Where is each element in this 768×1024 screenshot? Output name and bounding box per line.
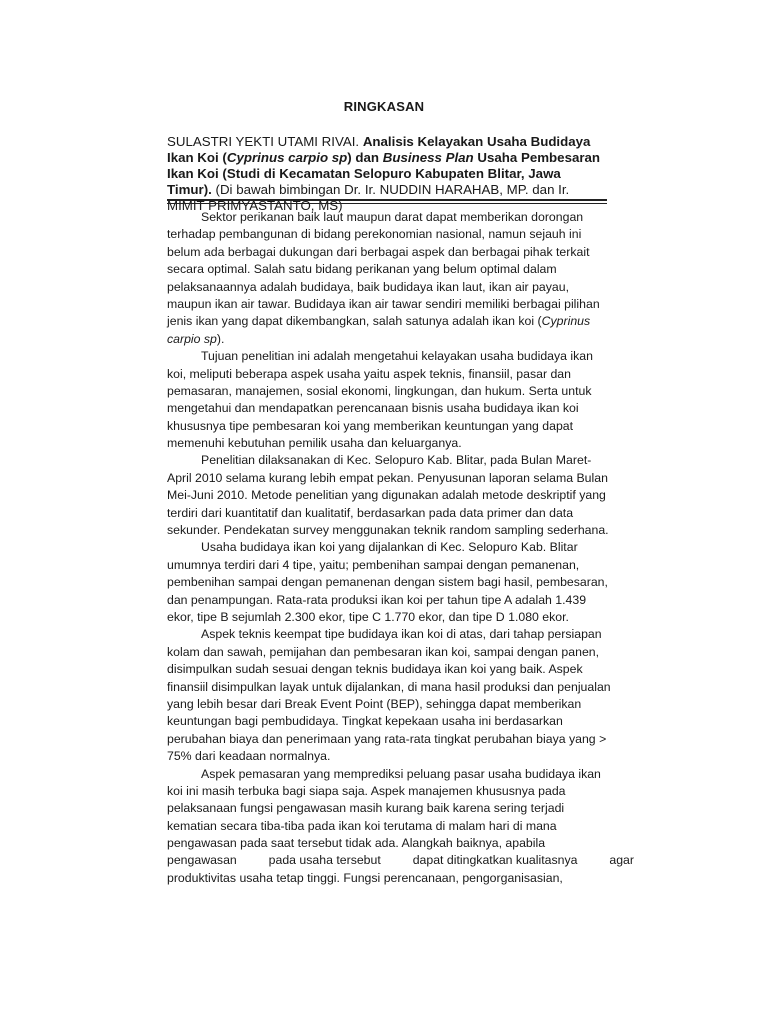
body-line: 75% dari keadaan normalnya. bbox=[167, 749, 331, 764]
supervision-note: (Di bawah bimbingan Dr. Ir. NUDDIN HARAHAB, MP. dan Ir. MIMIT PRIMYASTANTO, MS) bbox=[167, 182, 570, 213]
body-line: dan penampungan. Rata-rata produksi ikan koi per tahun tipe A adalah 1.439 bbox=[167, 592, 587, 607]
body-line: maupun ikan air tawar. Budidaya ikan air tawar sendiri memiliki berbagai pilihan bbox=[167, 296, 600, 311]
body-line: umumnya terdiri dari 4 tipe, yaitu; pembenihan sampai dengan pemanenan, bbox=[167, 557, 580, 572]
page-title: RINGKASAN bbox=[343, 99, 425, 114]
species-name: Cyprinus carpio sp bbox=[226, 150, 348, 165]
body-line: Tujuan penelitian ini adalah mengetahui kelayakan usaha budidaya ikan bbox=[201, 349, 593, 364]
body-line: Penelitian dilaksanakan di Kec. Selopuro Kab. Blitar, pada Bulan Maret- bbox=[201, 453, 592, 468]
body-line: koi ini masih terbuka bagi siapa saja. Aspek manajemen khususnya pada bbox=[167, 783, 566, 798]
body-line: perubahan biaya dan penerimaan yang rata-rata tingkat perubahan biaya yang > bbox=[167, 731, 607, 746]
header-divider-thick bbox=[167, 199, 607, 201]
body-line: carpio sp). bbox=[167, 331, 225, 346]
body-line: mengetahui dan mendapatkan perencanaan bisnis usaha budidaya ikan koi bbox=[167, 401, 579, 416]
body-line: memenuhi kebutuhan pemilik usaha dan keluarganya. bbox=[167, 436, 462, 451]
summary-header bbox=[167, 134, 607, 214]
body-line: ekor, tipe B sejumlah 2.300 ekor, tipe C 1.770 ekor, dan tipe D 1.080 ekor. bbox=[167, 609, 569, 624]
author-name: SULASTRI YEKTI UTAMI RIVAI. bbox=[167, 134, 360, 149]
thesis-title-part1: Analisis Kelayakan Usaha Budidaya Ikan Koi ( bbox=[167, 134, 591, 165]
thesis-title-part2: ) dan bbox=[347, 150, 383, 165]
body-line: pemasaran, manajemen, sosial ekonomi, lingkungan, dan hukum. Serta untuk bbox=[167, 383, 592, 398]
body-line: terhadap pembangunan di bidang perekonomian nasional, namun sejauh ini bbox=[167, 227, 582, 242]
body-line: keuntungan bagi pembudidaya. Tingkat kepekaan usaha ini berdasarkan bbox=[167, 714, 563, 729]
body-line: produktivitas usaha tetap tinggi. Fungsi perencanaan, pengorganisasian, bbox=[167, 870, 563, 885]
body-line: kematian secara tiba-tiba pada ikan koi terutama di malam hari di mana bbox=[167, 818, 557, 833]
summary-body bbox=[167, 209, 634, 887]
body-line: pelaksanaan fungsi pengawasan masih kurang baik karena sering terjadi bbox=[167, 801, 565, 816]
body-line: pelaksanaannya adalah budidaya, baik budidaya ikan laut, ikan air payau, bbox=[167, 279, 569, 294]
body-line-justified: pengawasan pada usaha tersebut dapat ditingkatkan kualitasnya agar bbox=[167, 853, 634, 868]
body-line: Sektor perikanan baik laut maupun darat dapat memberikan dorongan bbox=[201, 210, 584, 224]
body-line: kolam dan sawah, pemijahan dan pembesaran ikan koi, sampai dengan panen, bbox=[167, 644, 600, 659]
body-line: Mei-Juni 2010. Metode penelitian yang digunakan adalah metode deskriptif yang bbox=[167, 488, 606, 503]
body-line: belum ada berbagai dukungan dari berbagai aspek dan berbagai pihak terkait bbox=[167, 244, 590, 259]
body-line: pengawasan pada saat tersebut tidak ada. Alangkah baiknya, apabila bbox=[167, 836, 546, 851]
body-line: Aspek pemasaran yang memprediksi peluang pasar usaha budidaya ikan bbox=[201, 766, 601, 781]
thesis-title-part3: Usaha Pembesaran Ikan Koi (Studi di Kecamatan Selopuro Kabupaten Blitar, Jawa Timur). bbox=[167, 150, 601, 197]
body-line: terdiri dari kuantitatif dan kualitatif, berdasarkan pada data primer dan data bbox=[167, 505, 574, 520]
body-line: sekunder. Pendekatan survey menggunakan teknik random sampling sederhana. bbox=[167, 523, 609, 538]
species-italic: Cyprinus bbox=[541, 314, 591, 329]
business-plan-term: Business Plan bbox=[382, 150, 474, 165]
body-line: finansiil disimpulkan layak untuk dijalankan, di mana hasil produksi dan penjualan bbox=[167, 679, 611, 694]
body-line: koi, meliputi beberapa aspek usaha yaitu aspek teknis, finansiil, pasar dan bbox=[167, 366, 571, 381]
body-line: khususnya tipe pembesaran koi yang memberikan keuntungan yang dapat bbox=[167, 418, 574, 433]
body-line: secara optimal. Salah satu bidang perikanan yang belum optimal dalam bbox=[167, 262, 557, 277]
body-line: Aspek teknis keempat tipe budidaya ikan koi di atas, dari tahap persiapan bbox=[201, 627, 602, 642]
body-line: disimpulkan sudah sesuai dengan teknis budidaya ikan koi yang baik. Aspek bbox=[167, 662, 583, 677]
body-line: yang lebih besar dari Break Event Point (BEP), sehingga dapat memberikan bbox=[167, 696, 582, 711]
body-line: Usaha budidaya ikan koi yang dijalankan di Kec. Selopuro Kab. Blitar bbox=[201, 540, 578, 555]
body-line: April 2010 selama kurang lebih empat pekan. Penyusunan laporan selama Bulan bbox=[167, 470, 608, 485]
header-divider-thin bbox=[167, 203, 607, 204]
body-line: jenis ikan yang dapat dikembangkan, salah satunya adalah ikan koi (Cyprinus bbox=[167, 314, 591, 329]
body-line: pembenihan sampai dengan pemanenan dengan sistem bagi hasil, pembesaran, bbox=[167, 575, 608, 590]
